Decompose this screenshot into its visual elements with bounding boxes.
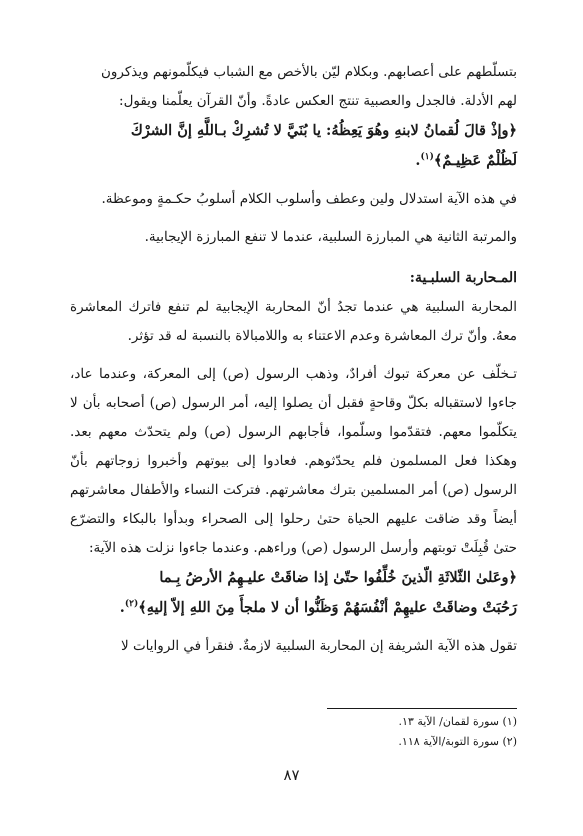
paragraph-5: تـخلّف عن معركة تبوك أفرادٌ، وذهب الرسول (ص) إلى المعركة، وعندما عاد، جاءوا لاستقباله بكلّ وقاحةٍ فقبل أن يصلوا إليه، أمر الرسول (ص) أصحابه بأن لا يتكلّموا معهم. فتقدّموا وسلّموا، فأجابهم الرسول (ص) ولم يتحدّث معهم بعد. وهكذا فعل المسلمون فلم يحدّثوهم. فعادوا إلى بيوتهم وأخبروا زوجاتهم بأنّ الرسول (ص) أمر المسلمين بترك معاشرتهم. فتركت النساء والأطفال معاشرتهم أيضاً وقد ضاقت عليهم الحياة حتىٰ رحلوا إلى الصحراء وبدأوا بالبكاء والتضرّع حتىٰ قُبِلَتْ توبتهم وأرسل الرسول (ص) وراءهم. وعندما جاءوا نزلت هذه الآية:: [70, 366, 517, 556]
footnote-marker-1: (١): [420, 152, 434, 163]
paragraph-4: المحاربة السلبية هي عندما تجدُ أنّ المحاربة الإيجابية لم تنفع فاترك المعاشرة معهُ. وأنّ ترك المعاشرة وعدم الاعتناء به واللامبالاة بالنسبة له قد تؤثر.: [70, 299, 517, 344]
paragraph-6: تقول هذه الآية الشريفة إن المحاربة السلبية لازمةٌ. فنقرأ في الروايات لا: [120, 638, 517, 654]
footnote-1: (١) سورة لقمان/ الآية ١٣.: [398, 715, 517, 728]
quran-verse-2: ﴿وعَلىٰ الثّلاثَةِ الّذينَ خُلِّفُوا حتّىٰ إذا ضاقَتْ عليـهِمُ الأرضُ بِـما رَحُبَتْ وضاقَتْ عليهِمْ أنْفُسَهُمْ وَظَنُّوا أن لا ملجأَ مِنَ اللهِ إلاّ إليهِ﴾$^{(٢)}$.: [119, 569, 517, 616]
footnotes: [230, 712, 517, 752]
footnote-divider: [327, 708, 517, 709]
page-body: [70, 58, 517, 661]
paragraph-1-line-2: لهم الأدلة. فالجدل والعصبية تنتج العكس عادةً. وأنّ القرآن يعلّمنا ويقول:: [119, 93, 517, 109]
quran-verse-1: ﴿وإذْ قالَ لُقمانُ لابنهِ وهُوَ يَعِظُهُ: يا بُنَيَّ لا تُشرِكْ بـاللَّهِ إنَّ الشرْكَ لَظُلْمٌ عَظِيـمٌ﴾$^{(١)}$.: [130, 122, 517, 169]
quran-verse-1-line-1: ﴿وإذْ قالَ لُقمانُ لابنهِ وهُوَ يَعِظُهُ: يا بُنَيَّ لا تُشرِكْ بـاللَّهِ إنَّ الشرْكَ: [130, 122, 517, 139]
paragraph-3: والمرتبة الثانية هي المبارزة السلبية، عندما لا تنفع المبارزة الإيجابية.: [144, 229, 517, 245]
section-heading: المـحاربة السلبـية:: [409, 270, 517, 286]
paragraph-1-line-1: بتسلّطهم على أعصابهم. وبكلام ليّن بالأخص مع الشباب فيكلّمونهم ويذكرون: [100, 64, 517, 80]
quran-verse-2-line-1: ﴿وعَلىٰ الثّلاثَةِ الّذينَ خُلِّفُوا حتّىٰ إذا ضاقَتْ عليـهِمُ الأرضُ بِـما: [159, 569, 517, 586]
footnote-2: (٢) سورة التوبة/الآية ١١٨.: [398, 735, 517, 748]
quran-verse-2-line-2: رَحُبَتْ وضاقَتْ عليهِمْ أنْفُسَهُمْ وَظَنُّوا أن لا ملجأَ مِنَ اللهِ إلاّ إليهِ﴾: [138, 599, 517, 616]
footnote-marker-2: (٢): [124, 599, 139, 610]
page-number: ٨٧: [283, 766, 300, 784]
paragraph-1: [70, 58, 517, 116]
quran-verse-1-line-2: لَظُلْمٌ عَظِيـمٌ﴾: [433, 152, 517, 169]
paragraph-2: في هذه الآية استدلال ولين وعطف وأسلوب الكلام أسلوبُ حكـمةٍ وموعظة.: [101, 191, 517, 207]
